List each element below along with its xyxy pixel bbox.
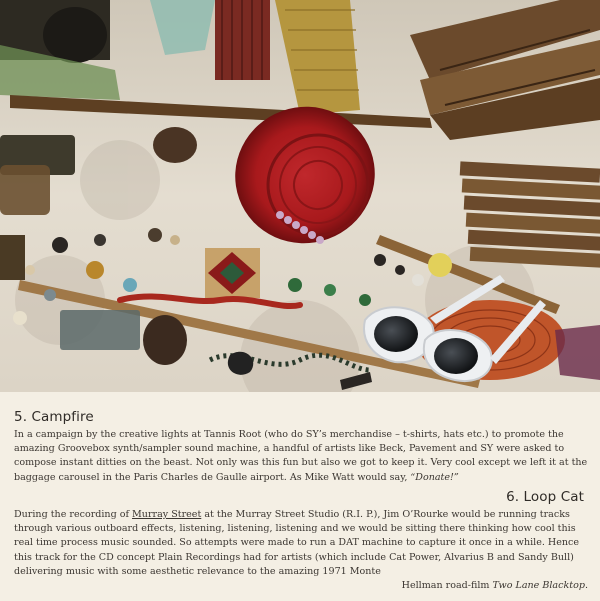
section-body-campfire — [14, 428, 588, 485]
loop-cat-text-mid: at the Murray Street Studio (R.I. P.), Jim O’Rourke would be running tracks through various outboard effects, listening, listening, listening and we would be sitting there thinking how cool this real time process music sounded. So attempts were made to run a DAT machine to capture it once in a while. Hence this track for the CD concept Plain Recordings had for artists (which include Cat Power, Alvarius B and Sandy Bull) delivering music with some aesthetic relevance to the amazing 1971 Monte — [14, 509, 580, 577]
loop-cat-last-line-start: Hellman road-film — [401, 580, 493, 592]
campfire-text: In a campaign by the creative lights at Tannis Root (who do SY’s merchandise – t-shirts, hats etc.) to promote the amazing Groovebox synth/sampler sound machine, a handful of artists like Beck, Pavement and SY were asked to compose instant ditties on the beast. Not only was this fun but also we got to keep it. Very cool except we left it at the baggage carousel in the Paris Charles de Gaulle airport. As Mike Watt would say, — [14, 429, 588, 483]
section-title-loop-cat: 6. Loop Cat — [506, 489, 584, 505]
album-title-murray-street: Murray Street — [132, 509, 202, 520]
loop-cat-text-start: During the recording of — [14, 509, 133, 520]
liner-notes-text — [0, 392, 600, 601]
loop-cat-last-line-end: . — [584, 580, 588, 592]
section-title-campfire: 5. Campfire — [14, 409, 94, 425]
film-title: Two Lane Blacktop — [492, 580, 585, 592]
section-body-loop-cat — [14, 508, 588, 593]
loop-cat-last-line — [14, 579, 588, 593]
campfire-quote: “Donate!” — [410, 471, 459, 483]
